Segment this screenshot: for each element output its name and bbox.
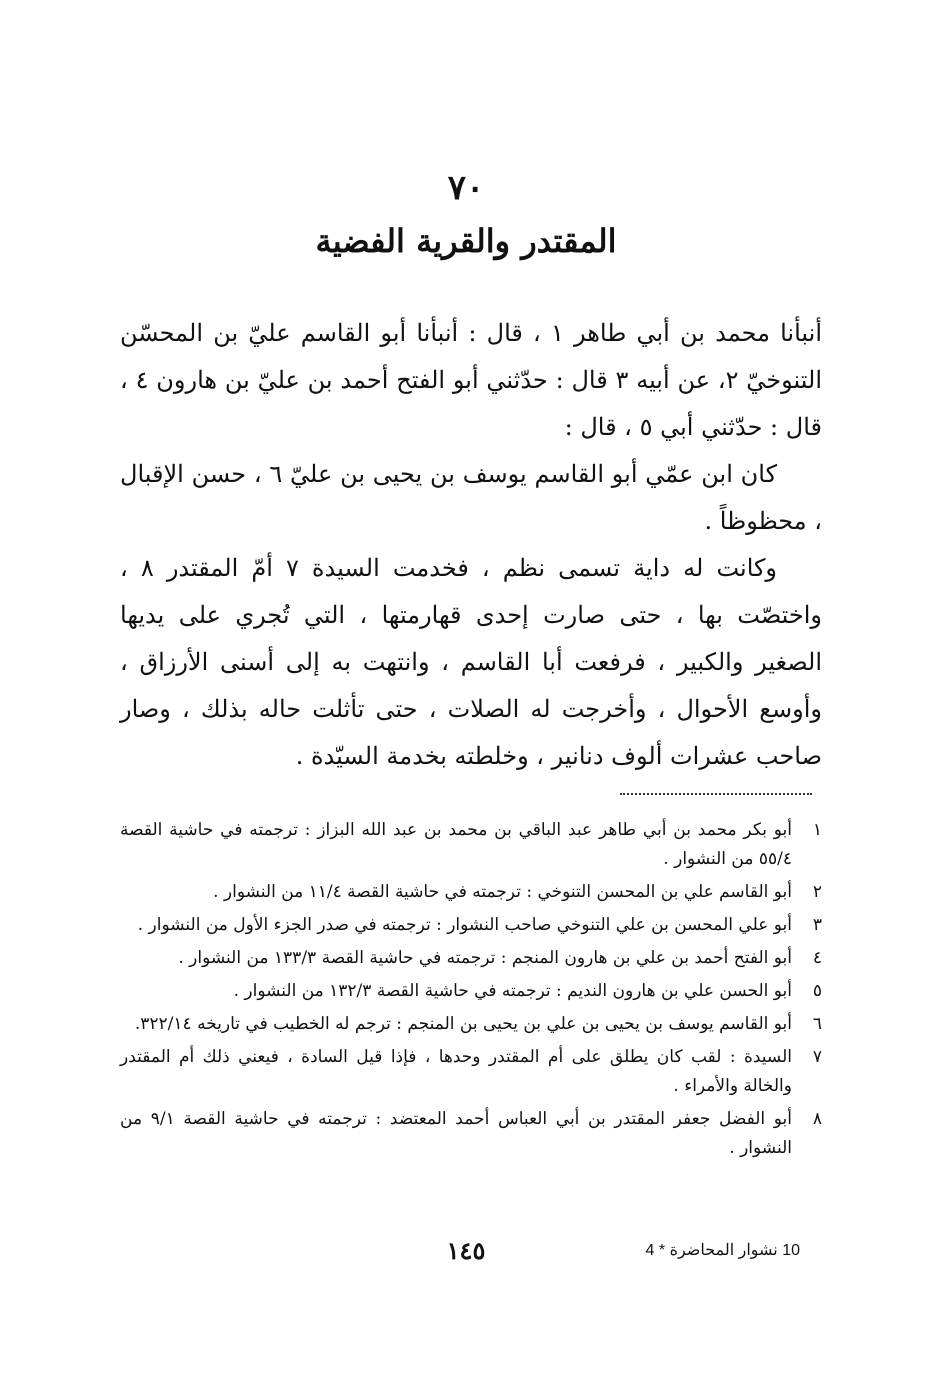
footnote-number: ٤ <box>812 948 822 968</box>
paragraph-story: وكانت له داية تسمى نظم ، فخدمت السيدة ٧ أمّ المقتدر ٨ ، واختصّت بها ، حتى صارت إحدى قهارمتها ، التي تُجري على يديها الصغير والكبير ، فرفعت أبا القاسم ، وانتهت به إلى أسنى الأرزاق ، وأوسع الأحوال ، وأخرجت له الصلات ، حتى تأثلت حاله بذلك ، وصار صاحب عشرات ألوف دنانير ، وخلطته بخدمة السيّدة . <box>120 554 822 770</box>
footnote-text: أبو الحسن علي بن هارون النديم : ترجمته في حاشية القصة ١٣٢/٣ من النشوار . <box>233 981 792 1001</box>
footnote-number: ١ <box>812 820 822 840</box>
footnote-number: ٣ <box>812 915 822 935</box>
paragraph-narration: كان ابن عمّي أبو القاسم يوسف بن يحيى بن عليّ ٦ ، حسن الإقبال ، محظوظاً . <box>120 460 822 535</box>
footnote-separator <box>620 793 812 795</box>
footnote-text: أبو القاسم يوسف بن يحيى بن علي بن يحيى بن المنجم : ترجم له الخطيب في تاريخه ٣٢٢/١٤. <box>134 1014 792 1034</box>
footnote-number: ٥ <box>812 981 822 1001</box>
story-body <box>120 310 822 780</box>
footnote-number: ٦ <box>812 1014 822 1034</box>
footnote-text: السيدة : لقب كان يطلق على أم المقتدر وحدها ، فإذا قيل السادة ، فيعني ذلك أم المقتدر والخالة والأمراء . <box>120 1047 792 1096</box>
footnote-text: أبو بكر محمد بن أبي طاهر عبد الباقي بن محمد بن عبد الله البزاز : ترجمته في حاشية القصة ٥٥/٤ من النشوار . <box>120 820 792 869</box>
footnote-text: أبو علي المحسن بن علي التنوخي صاحب النشوار : ترجمته في صدر الجزء الأول من النشوار . <box>137 915 792 935</box>
paragraph-isnad: أنبأنا محمد بن أبي طاهر ١ ، قال : أنبأنا أبو القاسم عليّ بن المحسّن التنوخيّ ٢، عن أبيه ٣ قال : حدّثني أبو الفتح أحمد بن عليّ بن هارون ٤ ، قال : حدّثني أبي ٥ ، قال : <box>120 319 823 441</box>
page-number: ١٤٥ <box>446 1236 486 1265</box>
footnote-text: أبو القاسم علي بن المحسن التنوخي : ترجمته في حاشية القصة ١١/٤ من النشوار . <box>213 882 792 902</box>
signature-mark: 10 نشوار المحاضرة * 4 <box>645 1242 800 1259</box>
story-number: ٧٠ <box>447 168 485 208</box>
footnote-text: أبو الفضل جعفر المقتدر بن أبي العباس أحمد المعتضد : ترجمته في حاشية القصة ٩/١ من النشوار . <box>120 1109 793 1158</box>
footnote <box>120 911 822 940</box>
footnote <box>120 878 822 907</box>
footnote <box>120 944 822 973</box>
page-footer <box>0 1236 932 1266</box>
story-title: المقتدر والقرية الفضية <box>315 222 617 260</box>
footnote <box>120 1043 822 1101</box>
footnote-number: ٨ <box>812 1109 822 1129</box>
footnotes-list <box>120 816 822 1167</box>
footnote <box>120 1010 822 1039</box>
footnote-number: ٢ <box>812 882 822 902</box>
footnote <box>120 977 822 1006</box>
footnote <box>120 1105 822 1163</box>
footnote-number: ٧ <box>812 1047 822 1067</box>
footnote-text: أبو الفتح أحمد بن علي بن هارون المنجم : ترجمته في حاشية القصة ١٣٣/٣ من النشوار . <box>178 948 792 968</box>
footnote <box>120 816 822 874</box>
